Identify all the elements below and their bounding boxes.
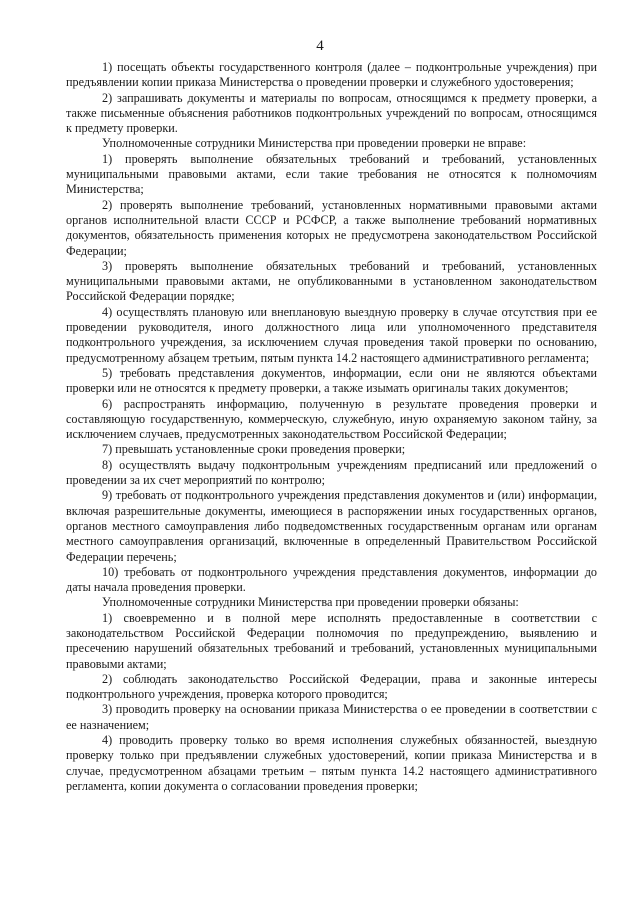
paragraph-right-2: 2) запрашивать документы и материалы по вопросам, относящимся к предмету проверки, а также письменные объяснения работников подконтрольных учреждений по вопросам, относящимся к предмету проверки. <box>66 90 597 136</box>
paragraph-obligations-intro: Уполномоченные сотрудники Министерства при проведении проверки обязаны: <box>102 595 519 610</box>
paragraph-obligation-4: 4) проводить проверку только во время исполнения служебных обязанностей, выездную проверку только при предъявлении служебных удостоверений, копии приказа Министерства и в случае, предусмотренном абзацами третьим – пятым пункта 14.2 настоящего административного регламента, копии документа о согласовании проведения проверки; <box>66 733 597 793</box>
paragraph-obligation-1: 1) своевременно и в полной мере исполнять предоставленные в соответствии с законодательством Российской Федерации полномочия по предупреждению, выявлению и пресечению нарушений обязательных требований и требований, установленных муниципальными правовыми актами; <box>66 610 597 671</box>
paragraph-prohibition-7: 7) превышать установленные сроки проведения проверки; <box>102 442 406 457</box>
paragraph-obligation-3: 3) проводить проверку на основании приказа Министерства о ее проведении в соответствии с ее назначением; <box>66 702 597 732</box>
paragraph-right-1: 1) посещать объекты государственного контроля (далее – подконтрольные учреждения) при предъявлении копии приказа Министерства о проведении проверки и служебного удостоверения; <box>66 60 597 90</box>
paragraph-prohibition-6: 6) распространять информацию, полученную в результате проведения проверки и составляющую государственную, коммерческую, служебную, иную охраняемую законом тайну, за исключением случаев, предусмотренных законодательством Российской Федерации; <box>66 396 597 442</box>
paragraph-prohibition-8: 8) осуществлять выдачу подконтрольным учреждениям предписаний или предложений о проведении за их счет мероприятий по контролю; <box>66 457 597 488</box>
paragraph-prohibition-3: 3) проверять выполнение обязательных требований и требований, установленных муниципальными правовыми актами, не опубликованными в установленном законодательством Российской Федерации порядке; <box>66 258 597 304</box>
page-number: 4 <box>316 38 324 54</box>
paragraph-obligation-2: 2) соблюдать законодательство Российской Федерации, права и законные интересы подконтрольного учреждения, проверка которого проводится; <box>66 671 597 702</box>
paragraph-prohibition-2: 2) проверять выполнение требований, установленных нормативными правовыми актами органов исполнительной власти СССР и РСФСР, а также выполнение требований нормативных документов, обязательность применения которых не предусмотрена законодательством Российской Федерации; <box>66 197 597 258</box>
paragraph-prohibitions-intro: Уполномоченные сотрудники Министерства при проведении проверки не вправе: <box>102 136 527 151</box>
paragraph-prohibition-9: 9) требовать от подконтрольного учреждения представления документов и (или) информации, включая разрешительные документы, имеющиеся в распоряжении иных государственных органов, органов местного самоуправления либо подведомственных государственным органам или органам местного самоуправления организаций, включенные в определенный Правительством Российской Федерации перечень; <box>66 488 597 564</box>
paragraph-prohibition-10: 10) требовать от подконтрольного учреждения представления документов, информации до даты начала проведения проверки. <box>66 564 597 595</box>
paragraph-prohibition-4: 4) осуществлять плановую или внеплановую выездную проверку в случае отсутствия при ее проведении руководителя, иного должностного лица или уполномоченного представителя подконтрольного учреждения, за исключением случая проведения такой проверки по основанию, предусмотренному абзацем третьим, пятым пункта 14.2 настоящего административного регламента; <box>66 304 597 365</box>
document-body <box>66 60 597 794</box>
paragraph-prohibition-5: 5) требовать представления документов, информации, если они не являются объектами проверки или не относятся к предмету проверки, а также изымать оригиналы таких документов; <box>66 365 597 396</box>
paragraph-prohibition-1: 1) проверять выполнение обязательных требований и требований, установленных муниципальными правовыми актами, если такие требования не относятся к полномочиям Министерства; <box>66 151 597 197</box>
